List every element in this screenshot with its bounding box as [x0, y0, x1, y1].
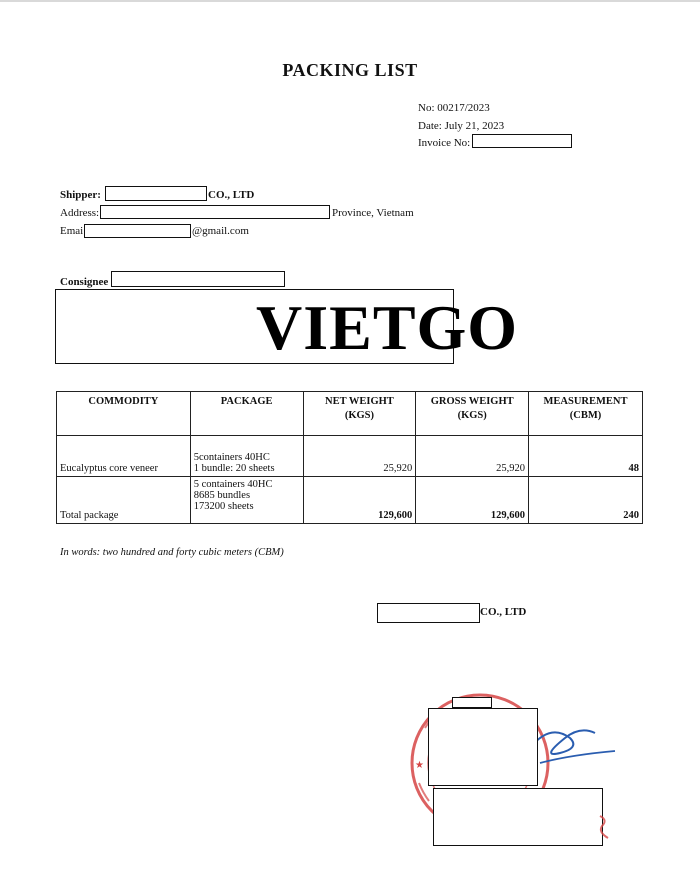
- cell-commodity: Eucalyptus core veneer: [57, 436, 191, 477]
- invoice-number-label: Invoice No:: [418, 137, 471, 149]
- packing-table: [56, 391, 643, 524]
- table-row: [57, 436, 643, 477]
- shipper-label: Shipper:: [60, 189, 101, 201]
- address-redaction: [100, 205, 330, 219]
- document-number: No: 00217/2023: [418, 102, 490, 114]
- in-words-note: In words: two hundred and forty cubic meters (CBM): [60, 547, 284, 558]
- cell-package: 5containers 40HC 1 bundle: 20 sheets: [190, 436, 303, 477]
- address-suffix: Province, Vietnam: [332, 207, 414, 219]
- invoice-number-redaction: [472, 134, 572, 148]
- signatory-details-redaction: [433, 788, 603, 846]
- cell-net-weight: 25,920: [303, 436, 416, 477]
- signatory-suffix: CO., LTD: [480, 606, 527, 618]
- consignee-label: Consignee: [60, 276, 109, 288]
- cell-gross-weight: 129,600: [416, 477, 529, 524]
- header-package: PACKAGE: [190, 392, 303, 436]
- seal-edge-mark: [598, 812, 612, 842]
- document-title: PACKING LIST: [282, 60, 418, 80]
- cell-measurement: 48: [529, 436, 643, 477]
- email-label: Emai: [60, 225, 84, 237]
- cell-net-weight: 129,600: [303, 477, 416, 524]
- cell-measurement: 240: [529, 477, 643, 524]
- cell-package: 5 containers 40HC 8685 bundles 173200 sheets: [190, 477, 303, 524]
- cell-gross-weight: 25,920: [416, 436, 529, 477]
- vietgo-watermark: VIETGO: [256, 292, 519, 363]
- seal-top-redaction: [452, 697, 492, 708]
- table-header-row: [57, 392, 643, 436]
- shipper-name-redaction: [105, 186, 207, 201]
- seal-center-redaction: [428, 708, 538, 786]
- header-gross-weight: GROSS WEIGHT (KGS): [416, 392, 529, 436]
- shipper-suffix: CO., LTD: [208, 189, 255, 201]
- address-label: Address:: [60, 207, 100, 219]
- page-top-border: [0, 0, 700, 2]
- document-date: Date: July 21, 2023: [418, 120, 505, 132]
- header-net-weight: NET WEIGHT (KGS): [303, 392, 416, 436]
- header-measurement: MEASUREMENT (CBM): [529, 392, 643, 436]
- cell-commodity: Total package: [57, 477, 191, 524]
- email-suffix: @gmail.com: [192, 225, 249, 237]
- email-redaction: [84, 224, 191, 238]
- consignee-name-redaction: [111, 271, 285, 287]
- header-commodity: COMMODITY: [57, 392, 191, 436]
- svg-text:★: ★: [415, 760, 424, 771]
- table-row: [57, 477, 643, 524]
- signatory-name-redaction: [377, 603, 480, 623]
